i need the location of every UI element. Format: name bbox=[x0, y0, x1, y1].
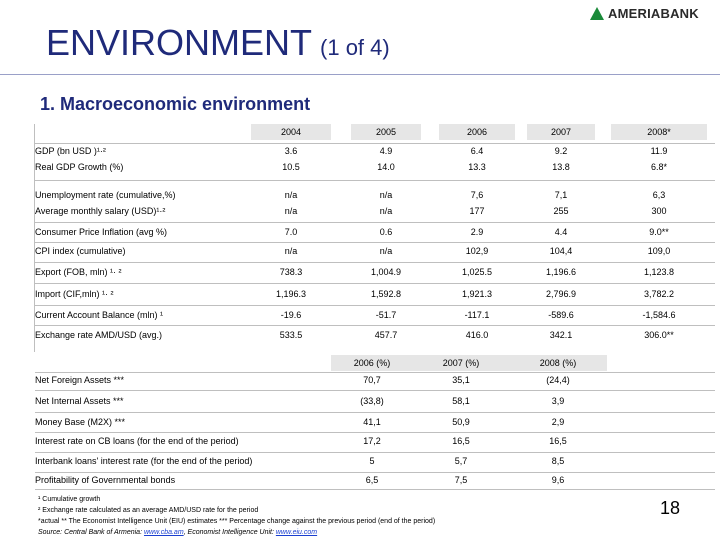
source-line bbox=[38, 529, 317, 536]
row-label: CPI index (cumulative) bbox=[35, 246, 126, 256]
table-cell: -51.7 bbox=[375, 310, 397, 320]
col-header-2007-pct: 2007 (%) bbox=[413, 355, 509, 371]
row-divider bbox=[35, 305, 715, 306]
title-main: ENVIRONMENT bbox=[46, 22, 313, 63]
table-cell: 13.8 bbox=[552, 162, 570, 172]
row-label: Current Account Balance (mln) ¹ bbox=[35, 310, 164, 320]
table-cell: 255 bbox=[553, 206, 569, 216]
row-divider bbox=[35, 222, 715, 223]
row-label: Real GDP Growth (%) bbox=[35, 162, 124, 172]
table-cell: 1,921.3 bbox=[461, 289, 493, 299]
left-vertical-rule bbox=[34, 124, 35, 352]
table-cell: 109,0 bbox=[647, 246, 671, 256]
row-label: Interest rate on CB loans (for the end of the period) bbox=[35, 436, 239, 446]
table-cell: 6,5 bbox=[365, 475, 379, 485]
row-label: Consumer Price Inflation (avg %) bbox=[35, 227, 168, 237]
table-cell: 1,123.8 bbox=[643, 267, 675, 277]
source-mid: , Economist Intelligence Unit: bbox=[183, 529, 276, 536]
table-cell: 2,9 bbox=[551, 417, 565, 427]
eiu-link[interactable]: www.eiu.com bbox=[275, 529, 318, 536]
table-cell: 41,1 bbox=[363, 417, 381, 427]
brand-name: AMERIABANK bbox=[608, 5, 699, 21]
table-cell: 2.9 bbox=[470, 227, 484, 237]
table-cell: 102,9 bbox=[465, 246, 489, 256]
table-cell: -1,584.6 bbox=[642, 310, 676, 320]
table-cell: 16,5 bbox=[549, 436, 567, 446]
footnote-1: ¹ Cumulative growth bbox=[38, 496, 101, 503]
row-divider bbox=[35, 412, 715, 413]
table-cell: 416.0 bbox=[465, 330, 489, 340]
row-divider bbox=[35, 472, 715, 473]
table-cell: 7,1 bbox=[554, 190, 568, 200]
col-header-2005: 2005 bbox=[351, 124, 421, 140]
table-cell: -117.1 bbox=[464, 310, 490, 320]
table-cell: (33,8) bbox=[360, 396, 384, 406]
table-cell: 50,9 bbox=[452, 417, 470, 427]
col-header-2004: 2004 bbox=[251, 124, 331, 140]
row-divider bbox=[35, 262, 715, 263]
table-cell: 6,3 bbox=[652, 190, 666, 200]
row-label: Export (FOB, mln) ¹· ² bbox=[35, 267, 122, 277]
table-cell: 5 bbox=[369, 456, 375, 466]
table-cell: 9,6 bbox=[551, 475, 565, 485]
row-divider bbox=[35, 180, 715, 181]
row-label: Import (CIF,mln) ¹· ² bbox=[35, 289, 114, 299]
table-cell: 3,9 bbox=[551, 396, 565, 406]
page-title bbox=[46, 22, 390, 64]
col-header-2008: 2008* bbox=[611, 124, 707, 140]
table-cell: 738.3 bbox=[279, 267, 303, 277]
cba-link[interactable]: www.cba.am bbox=[143, 529, 184, 536]
table-cell: 70,7 bbox=[363, 375, 381, 385]
row-divider bbox=[35, 372, 715, 373]
row-divider bbox=[35, 283, 715, 284]
row-label: Net Foreign Assets *** bbox=[35, 375, 125, 385]
title-sub: (1 of 4) bbox=[320, 35, 390, 60]
table-cell: 13.3 bbox=[468, 162, 486, 172]
table-cell: 3,782.2 bbox=[643, 289, 675, 299]
row-divider bbox=[35, 325, 715, 326]
table-cell: 1,196.6 bbox=[545, 267, 577, 277]
table-cell: n/a bbox=[284, 206, 298, 216]
row-divider bbox=[35, 489, 715, 490]
table-cell: 457.7 bbox=[374, 330, 398, 340]
row-label: Profitability of Governmental bonds bbox=[35, 475, 176, 485]
row-label: Average monthly salary (USD)¹·² bbox=[35, 206, 166, 216]
table-cell: 6.4 bbox=[470, 146, 484, 156]
row-divider bbox=[35, 143, 715, 144]
col-header-2008-pct: 2008 (%) bbox=[509, 355, 607, 371]
table-cell: 4.9 bbox=[379, 146, 393, 156]
ameriabank-logo bbox=[590, 4, 716, 22]
table-cell: 58,1 bbox=[452, 396, 470, 406]
table-cell: 9.2 bbox=[554, 146, 568, 156]
title-divider bbox=[0, 74, 720, 75]
row-divider bbox=[35, 242, 715, 243]
table-cell: 10.5 bbox=[282, 162, 300, 172]
row-divider bbox=[35, 452, 715, 453]
table-cell: 0.6 bbox=[379, 227, 393, 237]
table-cell: 6.8* bbox=[650, 162, 667, 172]
table-cell: 300 bbox=[651, 206, 667, 216]
table-cell: 9.0** bbox=[649, 227, 669, 237]
page-number: 18 bbox=[660, 498, 681, 518]
table-cell: (24,4) bbox=[546, 375, 570, 385]
table-cell: 342.1 bbox=[549, 330, 573, 340]
table-cell: 1,004.9 bbox=[370, 267, 402, 277]
table-cell: n/a bbox=[284, 246, 298, 256]
table-cell: 5,7 bbox=[454, 456, 468, 466]
row-label: Net Internal Assets *** bbox=[35, 396, 124, 406]
table-cell: 8,5 bbox=[551, 456, 565, 466]
source-prefix: Source: Central Bank of Armenia: bbox=[38, 529, 144, 536]
row-divider bbox=[35, 432, 715, 433]
table-cell: 7,5 bbox=[454, 475, 468, 485]
table-cell: 3.6 bbox=[284, 146, 298, 156]
table-cell: 177 bbox=[469, 206, 485, 216]
table-cell: 4.4 bbox=[554, 227, 568, 237]
table-cell: 7,6 bbox=[470, 190, 484, 200]
row-divider bbox=[35, 390, 715, 391]
table-cell: 35,1 bbox=[452, 375, 470, 385]
row-label: Exchange rate AMD/USD (avg.) bbox=[35, 330, 163, 340]
table-cell: 7.0 bbox=[284, 227, 298, 237]
table-cell: n/a bbox=[379, 190, 393, 200]
table-cell: 2,796.9 bbox=[545, 289, 577, 299]
table-cell: n/a bbox=[284, 190, 298, 200]
table-cell: n/a bbox=[379, 206, 393, 216]
section-heading: 1. Macroeconomic environment bbox=[40, 94, 311, 114]
table-cell: n/a bbox=[379, 246, 393, 256]
col-header-2006: 2006 bbox=[439, 124, 515, 140]
col-header-2006-pct: 2006 (%) bbox=[331, 355, 413, 371]
table-cell: 104,4 bbox=[549, 246, 573, 256]
table-cell: 1,196.3 bbox=[275, 289, 307, 299]
footnote-3: *actual ** The Economist Intelligence Unit (EIU) estimates *** Percentage change against the previous period (end of the period) bbox=[38, 518, 436, 525]
row-label: GDP (bn USD )¹·² bbox=[35, 146, 106, 156]
row-label: Money Base (M2X) *** bbox=[35, 417, 126, 427]
table-cell: 16,5 bbox=[452, 436, 470, 446]
table-cell: 306.0** bbox=[644, 330, 674, 340]
table-cell: 17,2 bbox=[363, 436, 381, 446]
table-cell: 14.0 bbox=[377, 162, 395, 172]
row-label: Interbank loans' interest rate (for the end of the period) bbox=[35, 456, 253, 466]
table-cell: 11.9 bbox=[650, 146, 668, 156]
table-cell: -589.6 bbox=[548, 310, 574, 320]
logo-triangle-icon bbox=[590, 7, 604, 20]
table-cell: 1,592.8 bbox=[370, 289, 402, 299]
table-cell: -19.6 bbox=[280, 310, 302, 320]
row-label: Unemployment rate (cumulative,%) bbox=[35, 190, 176, 200]
table-cell: 1,025.5 bbox=[461, 267, 493, 277]
col-header-2007: 2007 bbox=[527, 124, 595, 140]
footnote-2: ² Exchange rate calculated as an average AMD/USD rate for the period bbox=[38, 507, 259, 514]
table-cell: 533.5 bbox=[279, 330, 303, 340]
